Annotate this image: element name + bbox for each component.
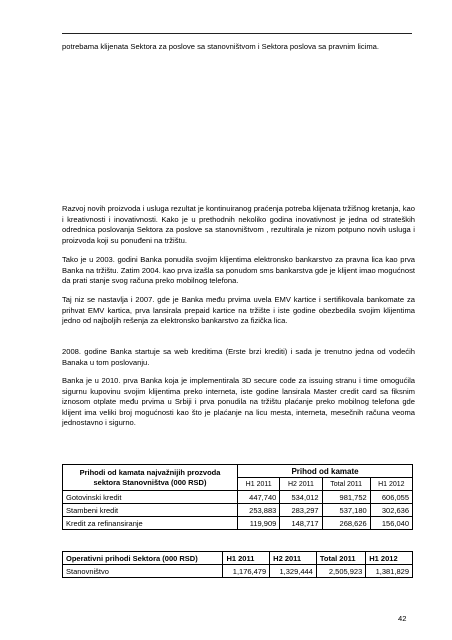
- table-row: [63, 491, 413, 504]
- table-cell: 1,381,829: [366, 565, 413, 578]
- operating-income-table: [62, 551, 413, 578]
- column-header: H1 2011: [238, 478, 280, 491]
- column-header: H1 2012: [370, 478, 412, 491]
- table-cell: 156,040: [370, 517, 412, 530]
- row-label: Stambeni kredit: [63, 504, 238, 517]
- row-label: Stanovništvo: [63, 565, 223, 578]
- paragraph-2003: Tako je u 2003. godini Banka ponudila svojim klijentima elektronsko bankarstvo za pravna lica kao prva Banka na tržištu. Zatim 2004. kao prva izašla sa ponudom sms bankarstva gde je klijent imao mogućnost da prati stanje svog računa preko mobilnog telefona.: [62, 255, 415, 286]
- column-header: H1 2012: [366, 552, 413, 565]
- table-cell: 268,626: [322, 517, 370, 530]
- header-rule: [62, 33, 412, 34]
- table-header-label: Prihodi od kamata najvažnijih prozvoda sektora Stanovništva (000 RSD): [63, 465, 238, 491]
- paragraph-2007: Taj niz se nastavlja i 2007. gde je Banka među prvima uvela EMV kartice i sertifikovala bankomate za prihvat EMV kartica, prva lansirala prepaid kartice na tržište i iste godine obezbedila svojim klijentima jedno od najboljih rešenja za elektronsko bankarstvo za fizička lica.: [62, 295, 415, 326]
- table-cell: 119,909: [238, 517, 280, 530]
- table-header-row: [63, 552, 413, 565]
- table-row: [63, 565, 413, 578]
- table-header-row: [63, 465, 413, 478]
- table-cell: 534,012: [280, 491, 322, 504]
- blank-figure-area: [62, 90, 412, 198]
- table-cell: 253,883: [238, 504, 280, 517]
- page-number: 42: [398, 614, 407, 623]
- interest-income-table: [62, 464, 413, 530]
- table-cell: 537,180: [322, 504, 370, 517]
- table-cell: 447,740: [238, 491, 280, 504]
- column-header: Operativni prihodi Sektora (000 RSD): [63, 552, 223, 565]
- table-header-group: Prihod od kamate: [238, 465, 413, 478]
- table-cell: 981,752: [322, 491, 370, 504]
- intro-paragraph: potrebama klijenata Sektora za poslove sa stanovništvom i Sektora poslova sa pravnim licima.: [62, 42, 379, 51]
- column-header: Total 2011: [322, 478, 370, 491]
- paragraph-2010: Banka je u 2010. prva Banka koja je implementirala 3D secure code za issuing stranu i time omogućila sigurnu kupovinu svojim klijentima preko interneta, iste godine lansirala Master credit card sa fiksnim iznosom otplate među prvima u Srbiji i prva ponudila na tržištu plaćanje preko mobilnog telefona gde klijent ima veliki broj mogućnosti kao što je plaćanje na licu mesta, interneta, mesečnih računa veoma jednostavno i sigurno.: [62, 376, 415, 428]
- table-cell: 302,636: [370, 504, 412, 517]
- table-row: [63, 517, 413, 530]
- column-header: Total 2011: [316, 552, 365, 565]
- table-cell: 1,329,444: [270, 565, 317, 578]
- table-cell: 1,176,479: [223, 565, 270, 578]
- column-header: H1 2011: [223, 552, 270, 565]
- paragraph-innovation: Razvoj novih proizvoda i usluga rezultat je kontinuiranog praćenja potreba klijenata tržišnog kretanja, kao i kreativnosti i inovativnosti. Kako je u prethodnih nekoliko godina inovativnost je jedna od strateških odrednica poslovanja Sektora za poslove sa stanovništvom , rezultirala je nizom potpuno novih usluga i proizvoda koji su ponuđeni na tržištu.: [62, 204, 415, 245]
- paragraph-2008: 2008. godine Banka startuje sa web kreditima (Erste brzi krediti) i sada je trenutno jedna od vodećih Banaka u tom poslovanju.: [62, 347, 415, 367]
- table-cell: 148,717: [280, 517, 322, 530]
- column-header: H2 2011: [270, 552, 317, 565]
- table-row: [63, 504, 413, 517]
- row-label: Gotovinski kredit: [63, 491, 238, 504]
- table-cell: 2,505,923: [316, 565, 365, 578]
- row-label: Kredit za refinansiranje: [63, 517, 238, 530]
- table-cell: 606,055: [370, 491, 412, 504]
- column-header: H2 2011: [280, 478, 322, 491]
- table-cell: 283,297: [280, 504, 322, 517]
